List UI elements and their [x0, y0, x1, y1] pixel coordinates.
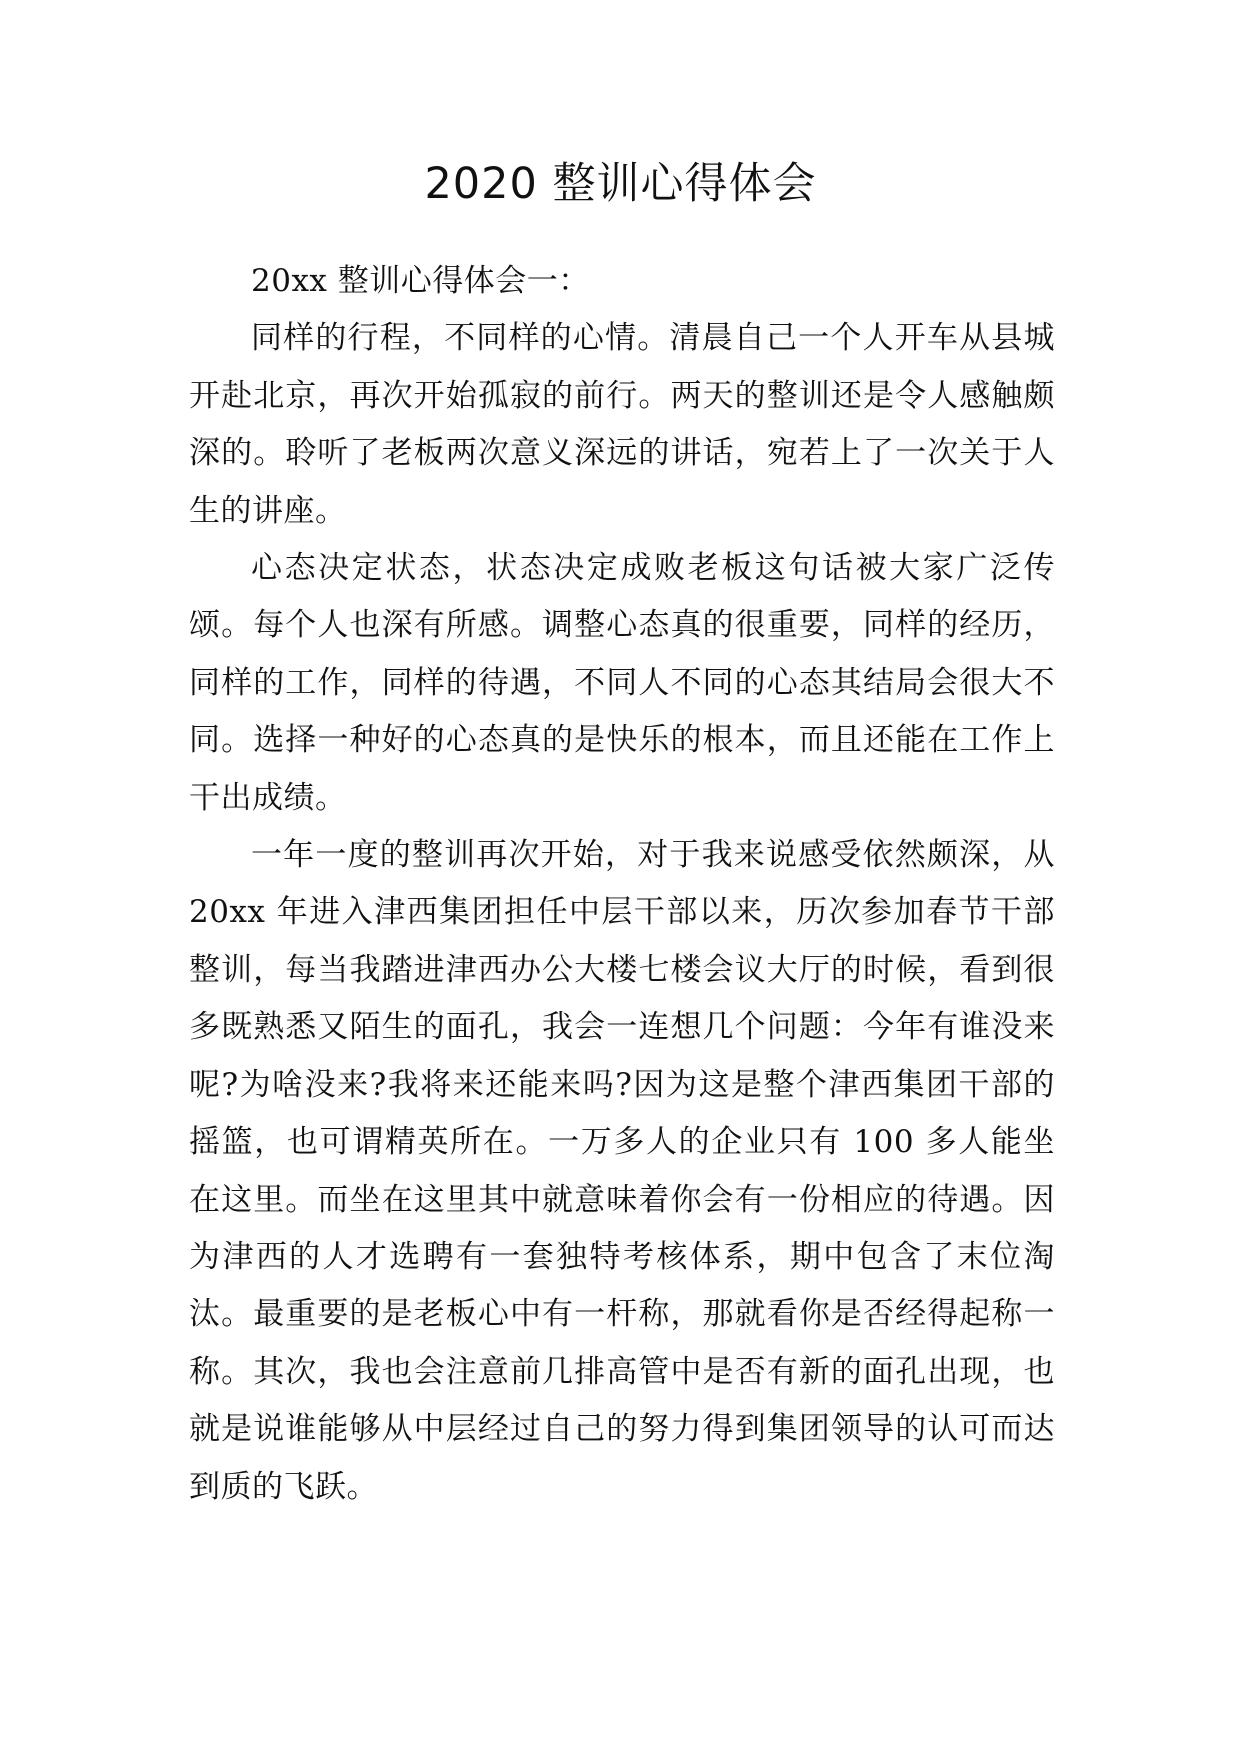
document-body [189, 253, 1055, 1516]
document-title: 2020 整训心得体会 [424, 159, 817, 209]
paragraph-3: 一年一度的整训再次开始，对于我来说感受依然颇深，从 20xx 年进入津西集团担任中层干部以来，历次参加春节干部整训，每当我踏进津西办公大楼七楼会议大厅的时候，看到很多既熟悉又陌生的面孔，我会一连想几个问题：今年有谁没来呢?为啥没来?我将来还能来吗?因为这是整个津西集团干部的摇篮，也可谓精英所在。一万多人的企业只有 100 多人能坐在这里。而坐在这里其中就意味着你会有一份相应的待遇。因为津西的人才选聘有一套独特考核体系，期中包含了末位淘汰。最重要的是老板心中有一杆称，那就看你是否经得起称一称。其次，我也会注意前几排高管中是否有新的面孔出现，也就是说谁能够从中层经过自己的努力得到集团领导的认可而达到质的飞跃。 [189, 837, 1055, 1505]
paragraph-2: 心态决定状态，状态决定成败老板这句话被大家广泛传颂。每个人也深有所感。调整心态真的很重要，同样的经历，同样的工作，同样的待遇，不同人不同的心态其结局会很大不同。选择一种好的心态真的是快乐的根本，而且还能在工作上干出成绩。 [189, 550, 1055, 816]
section-heading: 20xx 整训心得体会一： [251, 263, 590, 299]
paragraph-1: 同样的行程，不同样的心情。清晨自己一个人开车从县城开赴北京，再次开始孤寂的前行。两天的整训还是令人感触颇深的。聆听了老板两次意义深远的讲话，宛若上了一次关于人生的讲座。 [189, 320, 1055, 529]
